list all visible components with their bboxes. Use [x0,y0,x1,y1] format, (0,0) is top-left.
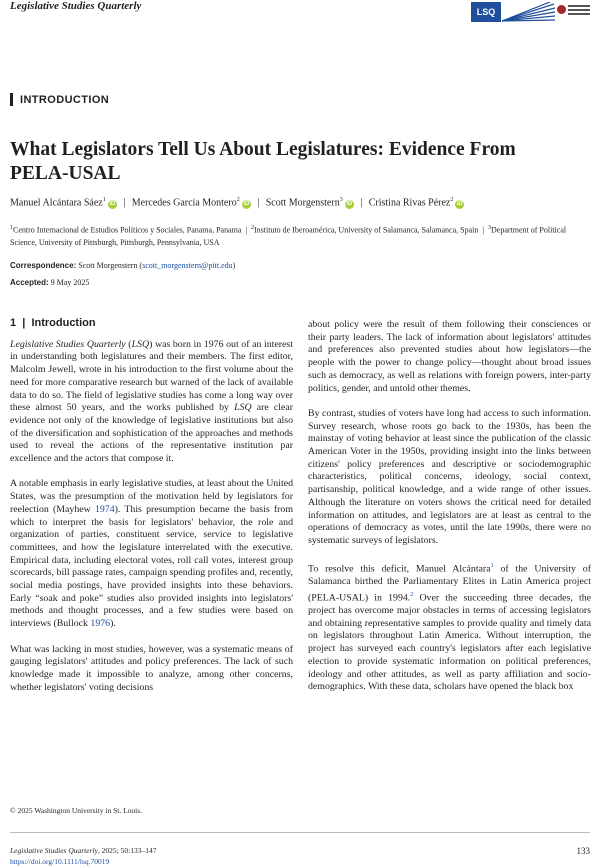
affiliations: $^1$Centro Internacional de Estudios Políticos y Sociales, Panama, Panama | $^2$Instituto de Iberoamérica, University of Salamanca, Salamanca, Spain | $^3$Department of Political Science, University of Pittsburgh, Pittsburgh, Pennsylvania, USA [10,225,567,247]
university-wordmark [568,5,590,17]
correspondence-label: Correspondence: [10,261,77,270]
citation-link[interactable]: 1976 [90,618,111,630]
affiliation-3: Department of Political Science, University of Pittsburgh, Pittsburgh, Pennsylvania, USA [10,225,567,247]
footer-divider [10,832,590,833]
affiliation-2: Instituto de Iberoamérica, University of Salamanca, Salamanca, Spain [254,225,479,235]
author-list: Manuel Alcántara Sáez$^1$iD | Mercedes García Montero$^2$iD | Scott Morgenstern$^3$iD | Cristina Rivas Pérez$^2$iD [10,197,463,209]
paragraph-text: What was lacking in most studies, however, was a systematic means of gauging legislators' attitudes and policy preferences. The lack of such knowledge made it impossible to analyze, among other concerns, whether legislators' voting decisions [10,643,293,693]
affiliation-mark: 2 [450,197,454,203]
section-title: Introduction [31,317,96,329]
journal-abbr: LSQ [131,338,150,350]
lsq-logo: LSQ [471,2,501,22]
journal-header: Legislative Studies Quarterly [10,0,142,12]
paragraph: Legislative Studies Quarterly (LSQ) was born in 1976 out of an interest in understanding both legislatures and their members. The first editor, Malcolm Jewell, wrote in his introduction to the first volume about the need for more comparative research but warned of the lack of available data to do so. The field of legislative studies has come a long way over these almost 50 years, and the works published by LSQ are clear evidence not only of the knowledge of legislative institutions but also of the diversification and sophistication of the approaches and methods used to reveal the actions of the representative institution par excellence and the actors that compose it. [10,338,293,465]
left-column [10,317,293,707]
correspondence: Correspondence: Scott Morgenstern (scott_morgenstern@pitt.edu) [10,261,236,270]
accepted-label: Accepted: [10,278,49,287]
footer-citation [10,846,156,855]
university-seal-icon [557,5,566,14]
footer-journal-name: Legislative Studies Quarterly [10,846,98,855]
author-name: Mercedes García Montero [131,197,237,209]
paragraph-text: are clear evidence not only of the knowledge of legislative institutions but also of the diversification and sophistication of the approaches and methods used to reveal the actions of the representative institution par excellence and the actors that compose it. [10,402,293,465]
correspondence-email-link[interactable]: scott_morgenstern@pitt.edu [142,261,233,270]
paragraph-text: To resolve this deficit, Manuel Alcántara [308,563,491,575]
paragraph-text: about policy were the result of them following their consciences or their party leaders. The lack of information about legislators' attitudes and preferences also prevented studies about how legislators—the people with the power to change policy—thought about broad issues such as democracy, as well as relations with foreign powers, inter-party politics, gender, and untold other themes. [308,319,591,394]
journal-logo[interactable] [471,2,589,24]
affiliation-1: Centro Internacional de Estudios Políticos y Sociales, Panama, Panama [13,225,242,235]
footer-doi [10,857,109,866]
article-title: What Legislators Tell Us About Legislatures: Evidence From PELA-USAL [10,139,516,184]
copyright: © 2025 Washington University in St. Louis. [10,806,143,815]
right-column [308,319,591,707]
orcid-icon[interactable]: iD [456,201,463,208]
paragraph-text: ). [110,618,116,630]
affiliation-mark: 1 [102,197,106,203]
page-number: 133 [576,846,590,856]
citation-link[interactable]: 1974 [94,503,115,515]
author-name: Cristina Rivas Pérez [368,197,451,209]
paragraph-text: By contrast, studies of voters have long had access to such information. Survey research, whose roots go back to the 1930s, has been the mainstay of voting behavior at least since the publication of the classic American Voter in the 1950s, providing insight into the links between citizens' policy preferences and descriptive or sociodemographic characteristics, political concerns, ideology, social context, partisanship, political knowledge, and a wide range of other issues. Although the literature on voters shows the critical need for detailed information on attitudes, and legislators are at least as central to the operations of democracy as votes, until the late 1990s, there were no systematic surveys of legislators. [308,407,591,546]
paragraph [308,408,591,548]
paragraph [10,644,293,695]
paragraph-text: A notable emphasis in early legislative studies, at least about the United States, was the presumption of the motivation held by legislators for reelection (Mayhew [10,478,293,515]
section-marker [10,93,13,106]
orcid-icon[interactable]: iD [346,201,353,208]
paragraph-text: was born in 1976 out of an interest in understanding both legislatures and their members. The first editor, Malcolm Jewell, wrote in his introduction to the first volume about the need for more comparative research but warned of the lack of available data to do so. The field of legislative studies has come a long way over these almost 50 years, and the works published by [10,338,293,414]
sunburst-icon [502,2,556,22]
footnote-link[interactable]: 2 [410,592,414,599]
author-name: Manuel Alcántara Sáez [10,197,103,209]
footer-volume: , 2025; 50:133–147 [97,846,157,855]
affiliation-mark: 3 [339,197,343,203]
orcid-icon[interactable]: iD [243,201,250,208]
section-number: 1 [10,317,17,329]
correspondence-name: Scott Morgenstern [78,261,138,270]
paragraph-text: ). This presumption became the basis from which to interpret the basis for legislators' behavior, the role and organization of parties, constituent service, service to legislative committees, and how the legislature interrelated with the executive. Empirical data, including electoral votes, roll call votes, interest group scorecards, bill passage rates, campaign spending profiles and, recently, social media postings, have provided insights into these behaviors. Early “soak and poke” studies also provided insights into legislators' methods and thought processes, and a few studies were based on interviews (Bullock [10,503,293,630]
journal-abbr: LSQ [234,402,252,414]
author-name: Scott Morgenstern [265,197,340,209]
accepted-date-value: 9 May 2025 [50,278,90,287]
paragraph [308,560,591,694]
doi-link[interactable]: https://doi.org/10.1111/lsq.70019 [10,857,110,866]
paragraph [10,478,293,630]
section-heading: 1 | Introduction [10,317,96,329]
section-tag-label: INTRODUCTION [20,93,110,106]
journal-name: Legislative Studies Quarterly [10,338,126,350]
footnote-link[interactable]: 1 [490,563,494,570]
section-tag [10,93,109,106]
accepted-date [10,278,89,287]
affiliation-mark: 2 [236,197,240,203]
paragraph-text: of the University of Salamanca birthed the Parliamentary Elites in Latin America project (PELA-USAL) in 1994. [308,563,591,604]
orcid-icon[interactable]: iD [109,201,116,208]
paragraph [308,319,591,395]
paragraph-text: Over the succeeding three decades, the project has overcome major obstacles in terms of accessing legislators and obtaining representative samples to provide quality and timely data on legislators throughout Latin America. Without interruption, the project has surveyed each country's legislators after each legislative election to provide systematic information on political preferences, ideology and other attitudes, as well as party affiliation and socio-demographics. With these data, scholars have opened the black box [308,592,591,693]
